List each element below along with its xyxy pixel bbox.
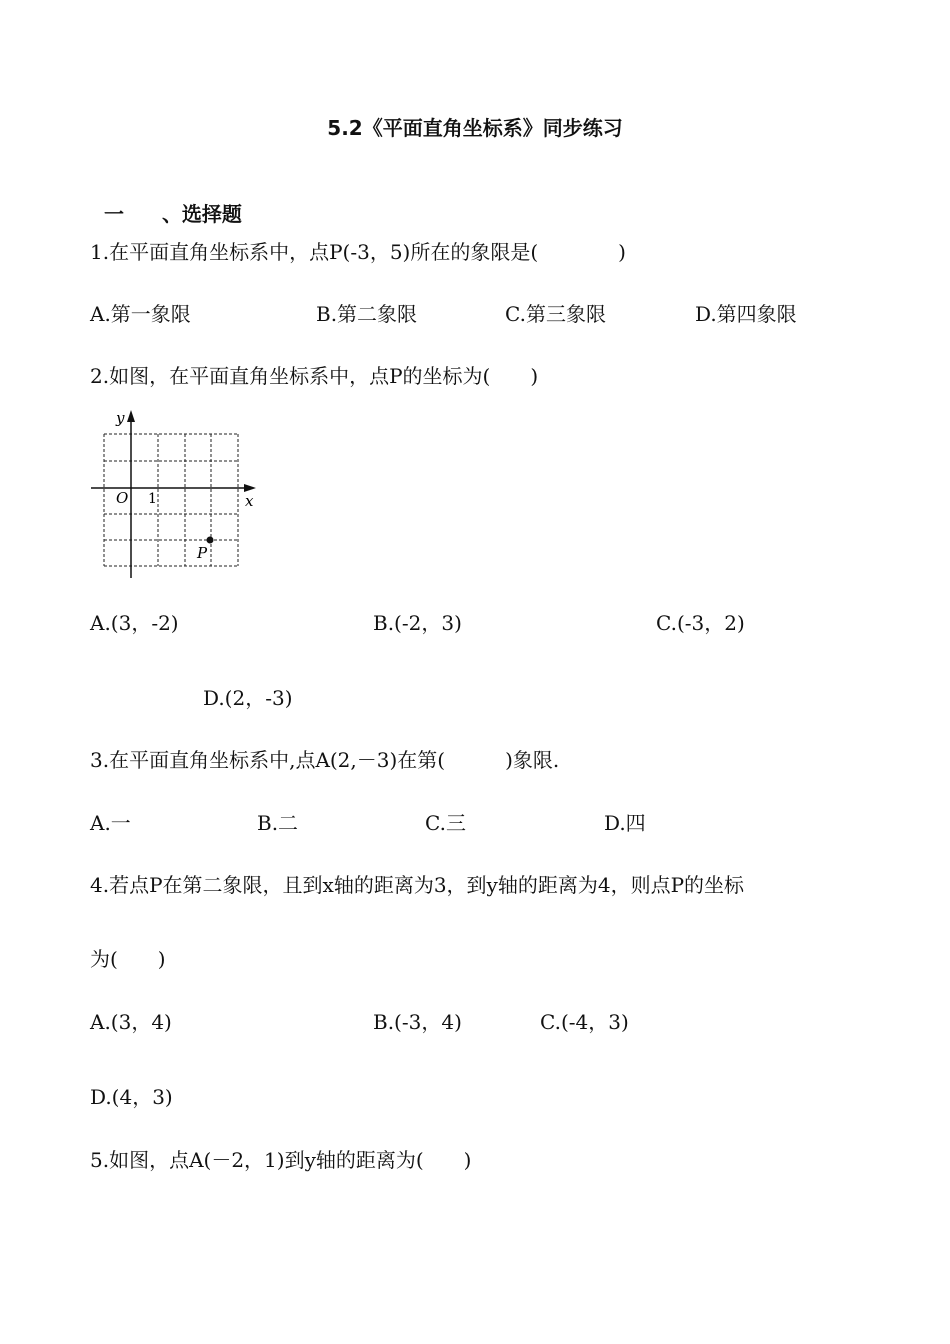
question-4-option-a: A.(3，4) — [90, 1010, 172, 1034]
x-axis-label: x — [245, 492, 254, 510]
question-1-stem: 1.在平面直角坐标系中，点P(-3，5)所在的象限是( ) — [90, 240, 626, 264]
question-4-option-c: C.(-4，3) — [540, 1010, 629, 1034]
question-2-option-a: A.(3，-2) — [90, 611, 179, 635]
coordinate-grid-figure — [88, 406, 263, 581]
page-title: 5.2《平面直角坐标系》同步练习 — [327, 116, 623, 140]
question-3-option-d: D.四 — [604, 811, 646, 835]
question-4-stem-line-2: 为( ) — [90, 947, 166, 971]
question-2-stem: 2.如图，在平面直角坐标系中，点P的坐标为( ) — [90, 364, 539, 388]
question-5-stem: 5.如图，点A(－2，1)到y轴的距离为( ) — [90, 1148, 472, 1172]
question-4-option-d: D.(4，3) — [90, 1085, 173, 1109]
question-1-option-b: B.第二象限 — [316, 302, 418, 326]
section-heading — [90, 178, 242, 226]
question-2-option-c: C.(-3，2) — [656, 611, 745, 635]
question-1-option-d: D.第四象限 — [695, 302, 797, 326]
question-3-option-a: A.一 — [90, 811, 131, 835]
question-4-stem-line-1: 4.若点P在第二象限，且到x轴的距离为3，到y轴的距离为4，则点P的坐标 — [90, 873, 745, 897]
question-3-option-c: C.三 — [425, 811, 466, 835]
y-axis-label: y — [116, 409, 125, 427]
unit-label: 1 — [148, 491, 157, 507]
question-3-stem: 3.在平面直角坐标系中,点A(2,－3)在第( )象限. — [90, 748, 560, 772]
question-2-option-d: D.(2，-3) — [203, 686, 293, 710]
x-axis-arrow — [244, 484, 256, 492]
point-p — [207, 537, 214, 544]
section-number: 一 — [103, 202, 124, 226]
question-2-option-b: B.(-2，3) — [373, 611, 462, 635]
origin-label: O — [116, 489, 129, 507]
section-label: 、选择题 — [161, 202, 242, 226]
question-1-option-a: A.第一象限 — [90, 302, 191, 326]
y-axis-arrow — [127, 410, 135, 422]
question-1-option-c: C.第三象限 — [505, 302, 606, 326]
point-p-label: P — [197, 544, 208, 562]
question-4-option-b: B.(-3，4) — [373, 1010, 462, 1034]
question-3-option-b: B.二 — [257, 811, 299, 835]
